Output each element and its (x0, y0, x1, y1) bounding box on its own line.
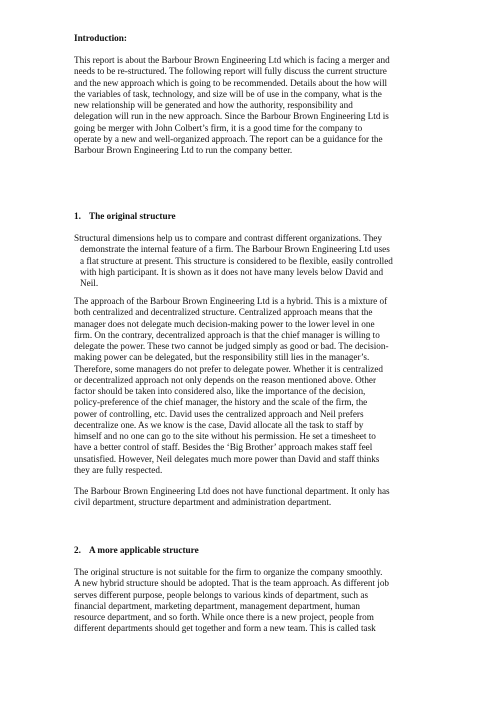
paragraph-line: factor should be taken into considered also, like the importance of the decision, (74, 386, 366, 396)
paragraph-line: resource department, and so forth. While once there is a new project, people from (74, 612, 374, 622)
paragraph-line: This report is about the Barbour Brown Engineering Ltd which is facing a merger and (74, 55, 390, 65)
paragraph-line: The Barbour Brown Engineering Ltd does not have functional department. It only has (74, 486, 390, 496)
paragraph-line: Therefore, some managers do not prefer to delegate power. Whether it is centralized (74, 363, 384, 374)
paragraph-line: new relationship will be generated and how the authority, responsibility and (74, 100, 353, 110)
paragraph-line: operate by a new and well-organized approach. The report can be a guidance for the (74, 133, 383, 144)
introduction-heading: Introduction: (74, 33, 127, 43)
introduction-paragraph (74, 55, 426, 156)
paragraph-line: The original structure is not suitable for the firm to organize the company smoothly. (74, 567, 383, 577)
paragraph-line: The approach of the Barbour Brown Engineering Ltd is a hybrid. This is a mixture of (74, 296, 388, 306)
paragraph-line: serves different purpose, people belongs to various kinds of department, such as (74, 589, 369, 600)
paragraph-line: delegation will run in the new approach. Since the Barbour Brown Engineering Ltd is (74, 111, 389, 122)
section-2-heading (74, 545, 199, 556)
section-number: 1. (74, 211, 81, 221)
paragraph-line: manager does not delegate much decision-making power to the lower level in one (74, 318, 375, 329)
section-1-paragraph-2 (74, 296, 426, 476)
paragraph-line: Structural dimensions help us to compare and contrast different organizations. They (74, 233, 382, 243)
section-1-paragraph-3 (74, 486, 426, 509)
section-1-heading (74, 211, 176, 222)
paragraph-line: different departments should get together and form a new team. This is called task (74, 623, 376, 634)
paragraph-line: financial department, marketing department, management department, human (74, 600, 360, 611)
section-title: The original structure (89, 211, 176, 221)
paragraph-line: making power can be delegated, but the responsibility still lies in the manager’s. (74, 352, 370, 363)
paragraph-line: have a better control of staff. Besides the ‘Big Brother’ approach makes staff feel (74, 442, 373, 453)
paragraph-line: policy-preference of the chief manager, the history and the scale of the firm, the (74, 397, 368, 408)
paragraph-line: the variables of task, technology, and size will be of use in the company, what is the (74, 88, 382, 99)
section-number: 2. (74, 545, 81, 555)
paragraph-line: a flat structure at present. This structure is considered to be flexible, easily controlled (80, 255, 393, 266)
paragraph-line: unsatisfied. However, Neil delegates much more power than David and staff thinks (74, 453, 380, 464)
paragraph-line: and the new approach which is going to be recommended. Details about the how will (74, 77, 388, 88)
paragraph-line: decentralize one. As we know is the case, David allocate all the task to staff by (74, 419, 364, 430)
paragraph-line: with high participant. It is shown as it does not have many levels below David and (80, 266, 384, 277)
paragraph-line: power of controlling, etc. David uses the centralized approach and Neil prefers (74, 408, 364, 419)
paragraph-line: delegate the power. These two cannot be judged simply as good or bad. The decision- (74, 341, 389, 351)
paragraph-line: needs to be re-structured. The following report will fully discuss the current structure (74, 66, 387, 77)
paragraph-line: or decentralized approach not only depends on the reason mentioned above. Other (74, 374, 377, 385)
section-2-paragraph-1 (74, 567, 426, 635)
paragraph-line: going be merger with John Colbert’s firm, it is a good time for the company to (74, 122, 363, 133)
paragraph-line: demonstrate the internal feature of a firm. The Barbour Brown Engineering Ltd uses (80, 244, 390, 255)
paragraph-line: himself and no one can go to the site without his permission. He set a timesheet to (74, 431, 376, 441)
paragraph-line: A new hybrid structure should be adopted. That is the team approach. As different job (74, 578, 390, 589)
paragraph-line: Neil. (80, 278, 99, 288)
section-title: A more applicable structure (89, 545, 199, 555)
paragraph-line: both centralized and decentralized structure. Centralized approach means that the (74, 307, 373, 318)
paragraph-line: they are fully respected. (74, 464, 163, 475)
paragraph-line: civil department, structure department and administration department. (74, 497, 332, 508)
paragraph-line: firm. On the contrary, decentralized approach is that the chief manager is willing to (74, 329, 380, 340)
section-1-paragraph-1 (74, 233, 426, 289)
paragraph-line: Barbour Brown Engineering Ltd to run the company better. (74, 145, 293, 155)
